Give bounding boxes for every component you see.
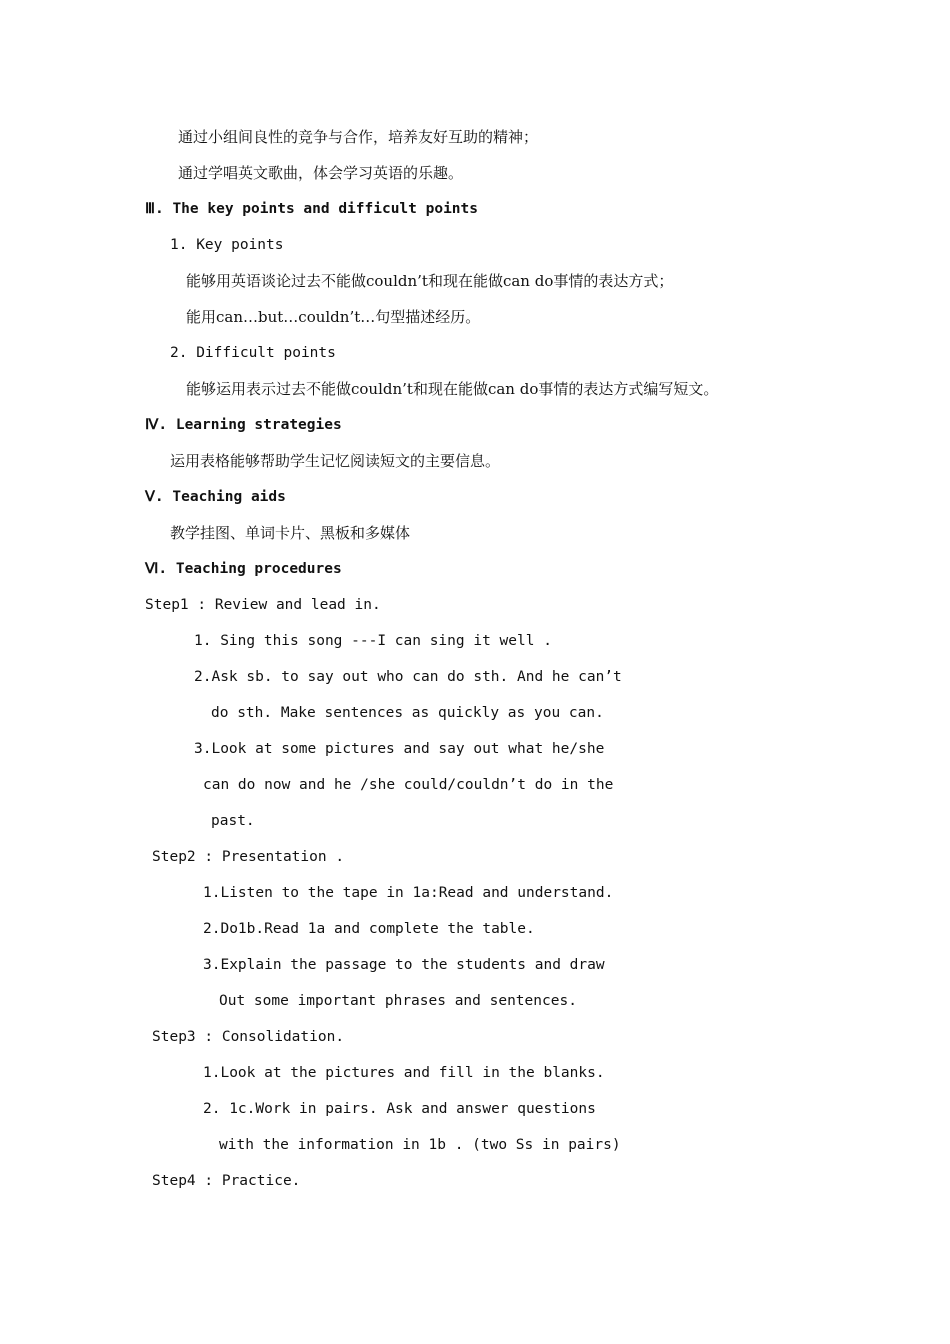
step4-heading: Step4 : Practice. [152,1173,301,1189]
step1-heading: Step1 : Review and lead in. [145,597,381,613]
key-point-line-2: 能用can…but…couldn’t…句型描述经历。 [186,308,481,326]
goal-line-songs: 通过学唱英文歌曲，体会学习英语的乐趣。 [178,164,464,182]
step2-item-3-cont: Out some important phrases and sentences. [219,993,577,1009]
step3-item-2: 2. 1c.Work in pairs. Ask and answer questions [203,1101,596,1117]
subheading-key-points: 1. Key points [170,237,284,253]
step1-item-3-cont-2: past. [211,813,255,829]
step3-item-1: 1.Look at the pictures and fill in the blanks. [203,1065,605,1081]
section-heading-teaching-procedures: Ⅵ. Teaching procedures [145,561,342,577]
section-heading-learning-strategies: Ⅳ. Learning strategies [145,417,342,433]
step2-heading: Step2 : Presentation . [152,849,345,865]
step3-heading: Step3 : Consolidation. [152,1029,345,1045]
teaching-aids-text: 教学挂图、单词卡片、黑板和多媒体 [170,524,411,542]
step2-item-2: 2.Do1b.Read 1a and complete the table. [203,921,535,937]
step1-item-3: 3.Look at some pictures and say out what he/she [194,741,605,757]
step1-item-2: 2.Ask sb. to say out who can do sth. And he can’t [194,669,622,685]
step1-item-3-cont: can do now and he /she could/couldn’t do in the [203,777,614,793]
step1-item-2-cont: do sth. Make sentences as quickly as you can. [211,705,604,721]
step3-item-2-cont: with the information in 1b . (two Ss in pairs) [219,1137,621,1153]
section-heading-key-points: Ⅲ. The key points and difficult points [145,201,478,217]
section-heading-teaching-aids: Ⅴ. Teaching aids [145,489,286,505]
learning-strategies-text: 运用表格能够帮助学生记忆阅读短文的主要信息。 [170,452,501,470]
step1-item-1: 1. Sing this song ---I can sing it well . [194,633,552,649]
step2-item-3: 3.Explain the passage to the students and draw [203,957,605,973]
key-point-line-1: 能够用英语谈论过去不能做couldn’t和现在能做can do事情的表达方式； [186,272,674,290]
step2-item-1: 1.Listen to the tape in 1a:Read and understand. [203,885,614,901]
subheading-difficult-points: 2. Difficult points [170,345,336,361]
difficult-point-line: 能够运用表示过去不能做couldn’t和现在能做can do事情的表达方式编写短文。 [186,380,719,398]
goal-line-cooperation: 通过小组间良性的竞争与合作，培养友好互助的精神； [178,128,539,146]
